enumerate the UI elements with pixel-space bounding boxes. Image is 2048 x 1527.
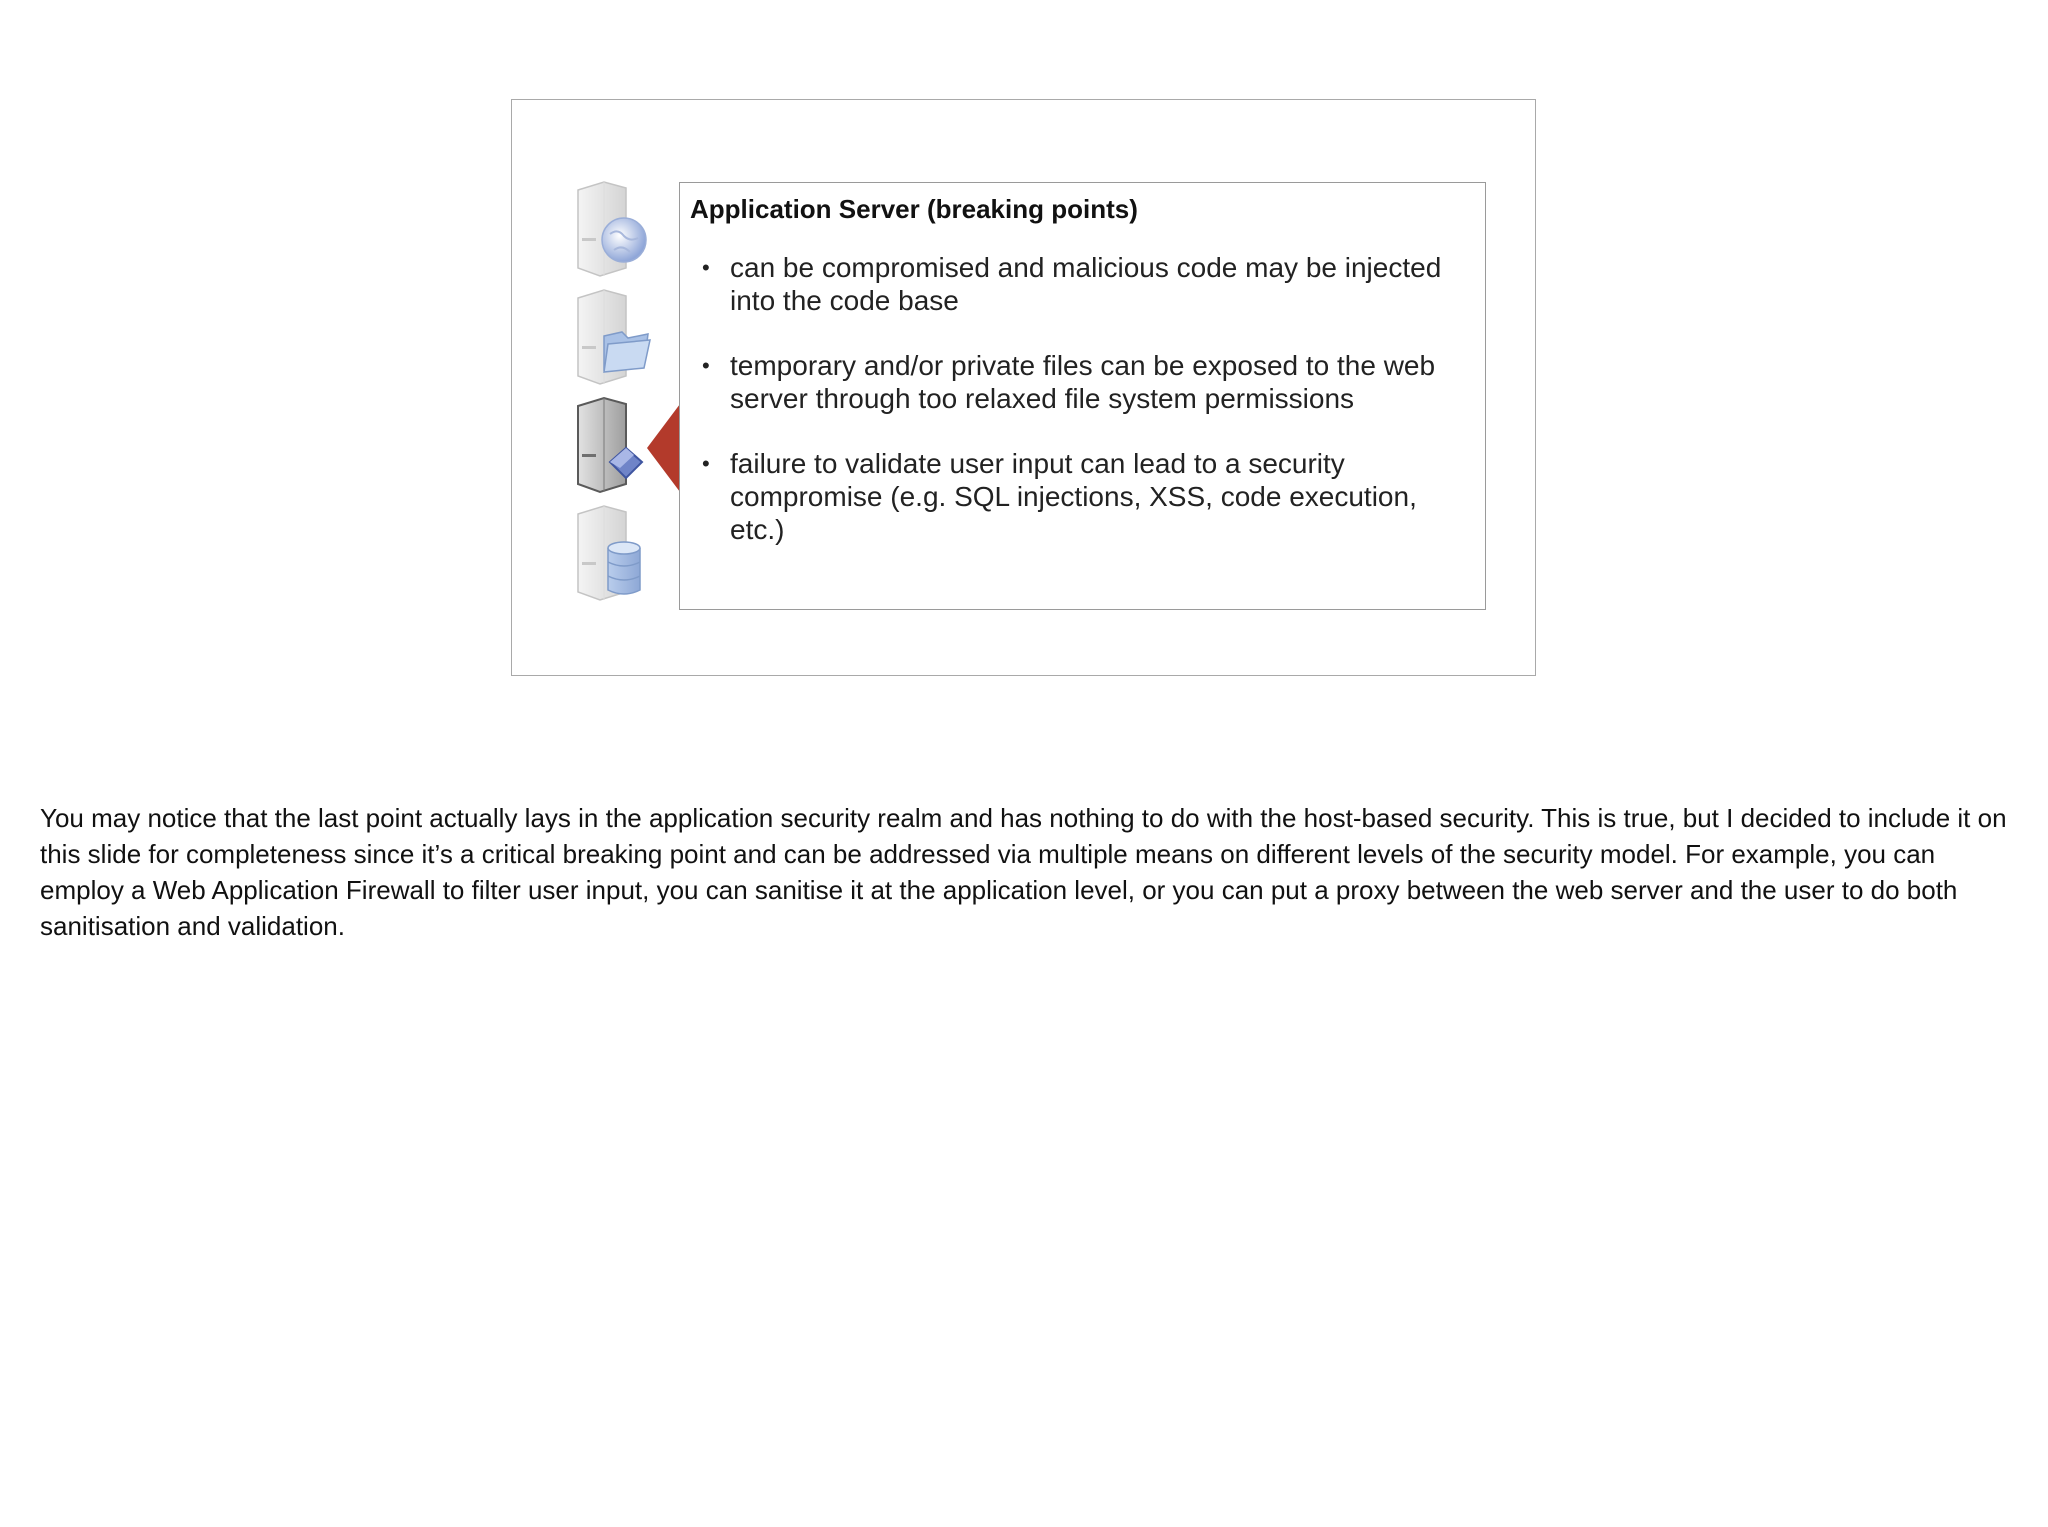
file-server-icon xyxy=(564,288,664,388)
list-item-text: can be compromised and malicious code may be injected into the code base xyxy=(730,252,1442,316)
list-item xyxy=(690,349,1473,415)
breaking-points-box xyxy=(679,182,1486,610)
list-item xyxy=(690,447,1473,546)
list-item xyxy=(690,251,1473,317)
highlight-pointer xyxy=(647,400,683,496)
list-item-text: temporary and/or private files can be exposed to the web server through too relaxed file system permissions xyxy=(730,350,1436,414)
web-server-icon xyxy=(564,180,664,280)
bullet-glyph: • xyxy=(702,451,710,476)
speaker-notes: You may notice that the last point actually lays in the application security realm and has nothing to do with the host-based security. This is true, but I decided to include it on this slide for completeness since it’s a critical breaking point and can be addressed via multiple means on different levels of the security model. For example, you can employ a Web Application Firewall to filter user input, you can sanitise it at the application level, or you can put a proxy between the web server and the user to do both sanitisation and validation. xyxy=(40,803,2007,941)
box-title: Application Server (breaking points) xyxy=(690,194,1138,224)
bullet-glyph: • xyxy=(702,353,710,378)
server-stack xyxy=(564,180,674,610)
database-server-icon xyxy=(564,504,664,604)
breaking-points-list xyxy=(690,251,1473,546)
list-item-text: failure to validate user input can lead to a security compromise (e.g. SQL injections, XSS, code execution, etc.) xyxy=(730,448,1417,545)
bullet-glyph: • xyxy=(702,255,710,280)
slide-frame xyxy=(511,99,1536,676)
